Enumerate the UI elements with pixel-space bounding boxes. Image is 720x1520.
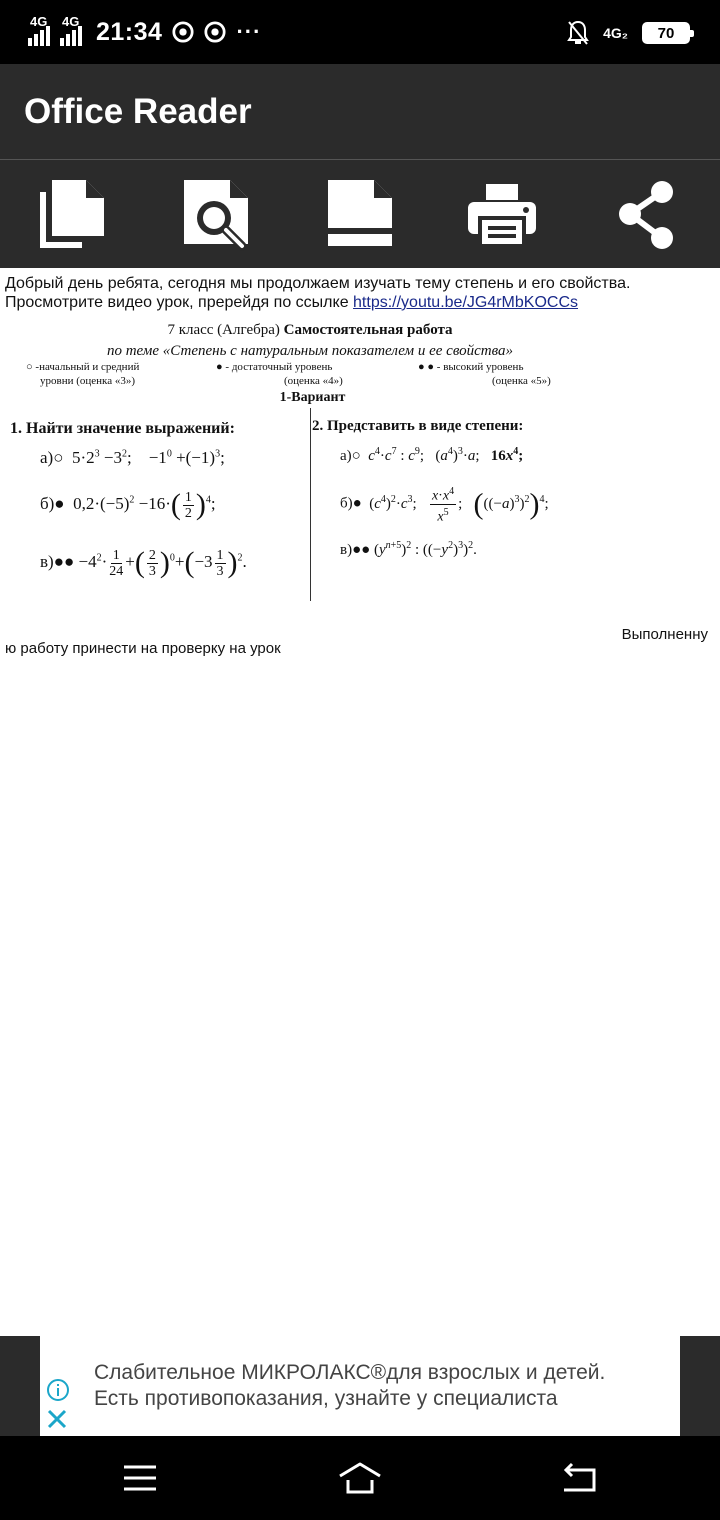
copy-button[interactable] (36, 178, 108, 252)
level-2-line-2: (оценка «4») (284, 375, 343, 387)
ad-line-2: Есть противопоказания, узнайте у специалиста (94, 1387, 558, 1410)
video-link[interactable]: https://youtu.be/JG4rMbKOCCs (353, 294, 579, 311)
back-button[interactable] (558, 1456, 602, 1500)
task-2c-label: в)●● (340, 542, 371, 558)
task-1b (40, 488, 216, 522)
task-2b-expression: $(c^4)^2\cdot c^3$; $\frac{x\cdot x^4}{x^5}$ ; $(((-a)^3)^2)^4$; (365, 486, 549, 525)
level-3-mark: ● ● (418, 361, 435, 373)
level-2 (216, 360, 343, 388)
task-1a-label: а)○ (40, 448, 64, 467)
worksheet-image (0, 318, 720, 608)
footer-text-2: ю работу принести на проверку на урок (5, 640, 281, 657)
signal-icon: 4G (28, 18, 50, 46)
ad-info-icon[interactable] (46, 1378, 70, 1402)
navigation-bar (0, 1436, 720, 1520)
menu-icon (118, 1456, 162, 1500)
level-1 (26, 360, 139, 388)
app-bar (0, 64, 720, 160)
ad-close-icon[interactable] (46, 1408, 68, 1430)
menu-button[interactable] (118, 1456, 162, 1500)
task-2a-label: а)○ (340, 448, 361, 464)
home-icon (338, 1456, 382, 1500)
more-notifications-icon: ··· (236, 19, 262, 44)
chrome-icon-2 (204, 21, 226, 43)
level-1-mark: ○ (26, 361, 33, 373)
variant-title: 1-Вариант (279, 390, 346, 405)
toolbar (0, 160, 720, 268)
notifications-off-icon (567, 20, 589, 46)
ad-text[interactable] (94, 1360, 674, 1412)
task-1c-label: в)●● (40, 551, 75, 571)
battery-icon (642, 22, 690, 44)
copy-icon (36, 178, 108, 252)
signal-icon-2: 4G (60, 18, 82, 46)
column-divider (310, 408, 311, 601)
search-document-button[interactable] (180, 178, 252, 252)
status-right (567, 18, 690, 48)
network-type: 4G₂ (603, 25, 628, 41)
task-1-heading: 1. Найти значение выражений: (10, 420, 235, 437)
intro-line-2 (5, 293, 705, 312)
level-2-mark: ● (216, 361, 223, 373)
task-2-heading: 2. Представить в виде степени: (312, 418, 524, 434)
task-2a-expression: $c^4\cdot c^7$ : $c^9$; $(a^4)^3\cdot a$; $16x^4$; (368, 446, 524, 464)
intro-text (5, 274, 705, 312)
worksheet-title (0, 322, 620, 339)
document-icon (324, 178, 396, 252)
print-button[interactable] (466, 178, 538, 252)
level-3-line-2: (оценка «5») (492, 375, 551, 387)
task-1c (40, 546, 247, 580)
document-view[interactable] (0, 268, 720, 1336)
status-bar (0, 0, 720, 64)
share-button[interactable] (612, 178, 684, 252)
status-left (28, 14, 261, 50)
title-bold: Самостоятельная работа (283, 322, 453, 338)
footer-text-1: Выполненну (621, 626, 708, 643)
ad-bar (0, 1336, 720, 1436)
task-1a (40, 448, 225, 468)
ad-banner[interactable] (40, 1336, 680, 1436)
task-1a-expression: $5\cdot 2^3 -3^2$; $-1^0 +(-1)^3$; (67, 448, 225, 467)
task-1c-expression: $-4^2\cdot$ $\frac{1}{24}$ +( $\frac{2}{3}$ )$^0$+(−3 $\frac{1}{3}$ )$^2$. (78, 546, 247, 579)
task-2b (340, 484, 549, 524)
ad-line-1: Слабительное МИКРОЛАКС®для взрослых и детей. (94, 1361, 606, 1384)
home-button[interactable] (338, 1456, 382, 1500)
task-1b-expression: $0,2\cdot(-5)^2 -16\cdot$( $\frac{1}{2}$ )$^4$; (68, 488, 216, 521)
level-1-line-1: -начальный и средний (35, 361, 140, 373)
task-2a (340, 446, 523, 465)
back-icon (558, 1456, 602, 1500)
chrome-icon (172, 21, 194, 43)
level-1-line-2: уровни (оценка «3») (40, 375, 136, 387)
task-2c-expression: $(y^{n+5})^2$ : $((-y^2)^3)^2$. (373, 540, 477, 558)
task-2c (340, 540, 477, 559)
worksheet-subtitle: по теме «Степень с натуральным показателем и ее свойства» (106, 343, 514, 359)
level-3-line-1: - высокий уровень (436, 361, 524, 373)
task-2b-label: б)● (340, 495, 362, 512)
document-button[interactable] (324, 178, 396, 252)
share-icon (612, 178, 684, 252)
level-3 (418, 360, 551, 388)
clock: 21:34 (96, 17, 163, 46)
level-2-line-1: - достаточный уровень (225, 361, 333, 373)
app-title: Office Reader (24, 92, 252, 131)
task-1b-label: б)● (40, 493, 65, 513)
intro-line-1: Добрый день ребята, сегодня мы продолжаем изучать тему степень и его свойства. (5, 275, 631, 292)
battery-level: 70 (657, 24, 675, 42)
print-icon (466, 178, 538, 252)
title-plain: 7 класс (Алгебра) (167, 322, 284, 338)
search-document-icon (180, 178, 252, 252)
intro-line-2-text: Просмотрите видео урок, пререйдя по ссылке (5, 294, 354, 311)
